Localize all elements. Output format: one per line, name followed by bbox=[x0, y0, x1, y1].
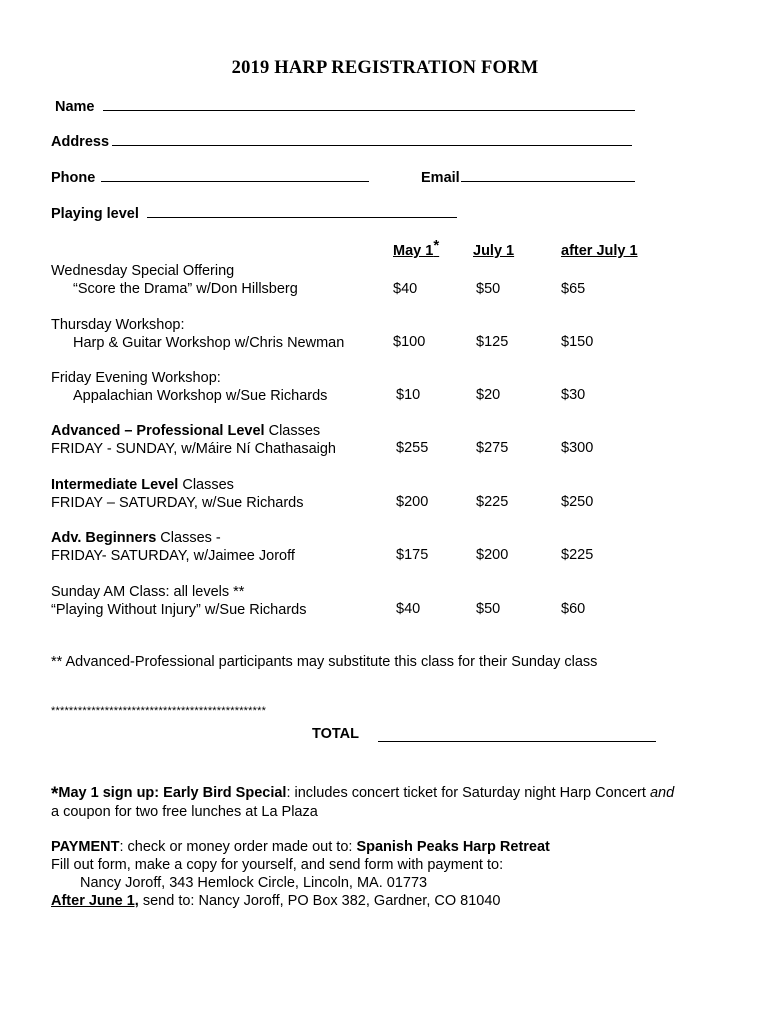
form-title: 2019 HARP REGISTRATION FORM bbox=[231, 58, 539, 78]
column-header-july1: July 1 bbox=[473, 243, 515, 259]
price-may1: $100 bbox=[393, 334, 426, 350]
price-july1: $275 bbox=[476, 440, 509, 456]
price-may1: $255 bbox=[396, 440, 429, 456]
price-may1: $175 bbox=[396, 547, 429, 563]
price-may1: $40 bbox=[396, 601, 421, 617]
column-header-after-july1: after July 1 bbox=[561, 243, 638, 259]
list-item: Friday Evening Workshop: Appalachian Workshop w/Sue Richards bbox=[51, 370, 328, 404]
price-after-july1: $60 bbox=[561, 601, 586, 617]
total-label: TOTAL bbox=[312, 726, 359, 742]
price-after-july1: $225 bbox=[561, 547, 594, 563]
address-label: Address bbox=[51, 134, 110, 150]
price-after-july1: $30 bbox=[561, 387, 586, 403]
price-july1: $50 bbox=[476, 281, 501, 297]
list-item: Thursday Workshop: Harp & Guitar Workshop w/Chris Newman bbox=[51, 317, 345, 351]
price-may1: $200 bbox=[396, 494, 429, 510]
list-item: Sunday AM Class: all levels ** “Playing Without Injury” w/Sue Richards bbox=[51, 584, 307, 618]
name-field[interactable] bbox=[55, 96, 635, 115]
email-input-line[interactable] bbox=[461, 167, 635, 182]
price-after-july1: $65 bbox=[561, 281, 586, 297]
playing-level-field[interactable] bbox=[51, 203, 457, 222]
price-july1: $225 bbox=[476, 494, 509, 510]
separator-stars: ************************************************ bbox=[51, 705, 267, 717]
footnote: ** Advanced-Professional participants may substitute this class for their Sunday class bbox=[51, 654, 598, 670]
list-item: Wednesday Special Offering “Score the Drama” w/Don Hillsberg bbox=[51, 263, 298, 297]
name-input-line[interactable] bbox=[103, 96, 635, 111]
payment-info: PAYMENT: check or money order made out to: Spanish Peaks Harp Retreat Fill out form, make a copy for yourself, and send form with payment to: Nancy Joroff, 343 Hemlock Circle, Lincoln, MA. 01773 After June 1, send to: Nancy Joroff, PO Box 382, Gardner, CO 81040 bbox=[51, 839, 550, 909]
list-item: Adv. Beginners Classes - FRIDAY- SATURDAY, w/Jaimee Joroff bbox=[51, 530, 295, 564]
price-july1: $125 bbox=[476, 334, 509, 350]
email-field[interactable] bbox=[421, 167, 635, 186]
address-input-line[interactable] bbox=[112, 131, 632, 146]
total-input-line[interactable] bbox=[378, 741, 656, 742]
price-july1: $200 bbox=[476, 547, 509, 563]
price-may1: $10 bbox=[396, 387, 421, 403]
early-bird-asterisk: * bbox=[51, 784, 59, 805]
header-asterisk: * bbox=[433, 237, 440, 255]
list-item: Intermediate Level Classes FRIDAY – SATURDAY, w/Sue Richards bbox=[51, 477, 304, 511]
phone-field[interactable] bbox=[51, 167, 369, 186]
list-item: Advanced – Professional Level Classes FRIDAY - SUNDAY, w/Máire Ní Chathasaigh bbox=[51, 423, 336, 457]
price-july1: $50 bbox=[476, 601, 501, 617]
email-label: Email bbox=[421, 170, 460, 186]
name-label: Name bbox=[55, 99, 95, 115]
price-after-july1: $300 bbox=[561, 440, 594, 456]
address-field[interactable] bbox=[51, 131, 632, 150]
phone-input-line[interactable] bbox=[101, 167, 369, 182]
price-after-july1: $250 bbox=[561, 494, 594, 510]
column-header-may1: May 1* bbox=[393, 237, 440, 259]
early-bird-note: *May 1 sign up: Early Bird Special: includes concert ticket for Saturday night Harp Concert and a coupon for two free lunches at La Plaza bbox=[51, 784, 675, 820]
playing-level-label: Playing level bbox=[51, 206, 139, 222]
playing-level-input-line[interactable] bbox=[147, 203, 457, 218]
price-july1: $20 bbox=[476, 387, 501, 403]
price-after-july1: $150 bbox=[561, 334, 594, 350]
phone-label: Phone bbox=[51, 170, 96, 186]
price-may1: $40 bbox=[393, 281, 418, 297]
